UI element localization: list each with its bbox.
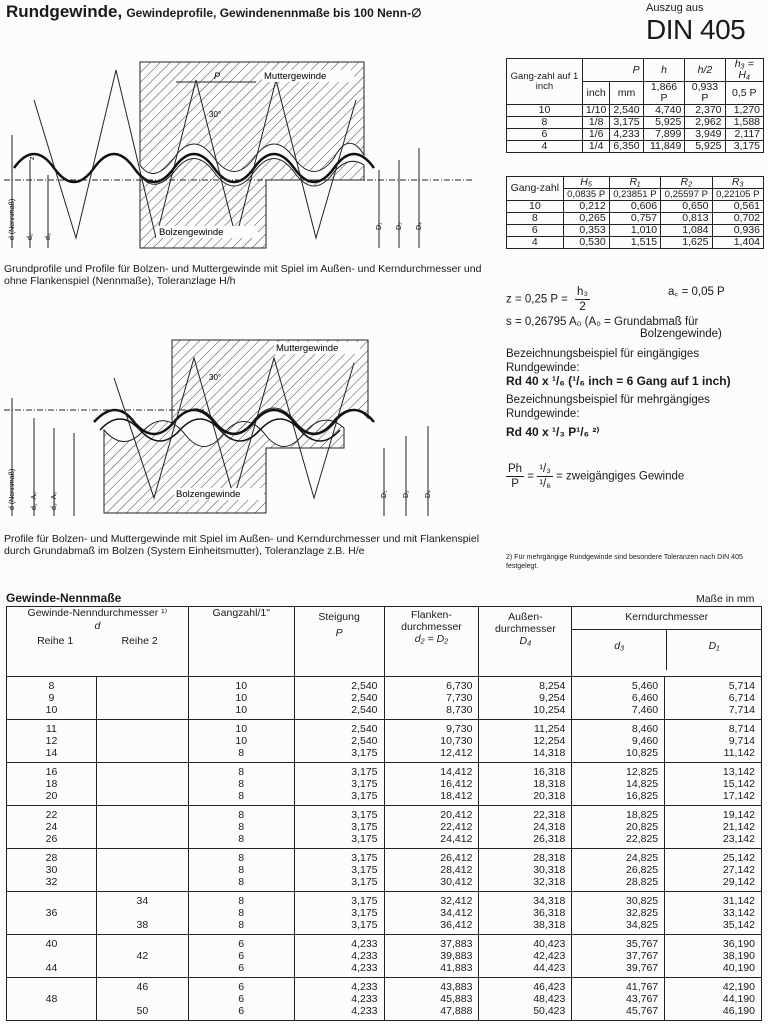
table-row <box>7 919 762 935</box>
table-cell: 20,318 <box>479 790 572 806</box>
core-diameter-header: Kerndurchmesser d₃ D₁ <box>572 607 762 677</box>
table-cell: 24,318 <box>479 821 572 833</box>
nominal-diameter-header: Gewinde-Nenndurchmesser ¹⁾ d Reihe 1 Reihe 2 <box>7 607 189 677</box>
table-row <box>7 1005 762 1021</box>
table-cell: 26 <box>7 833 97 849</box>
table-cell: 12 <box>7 735 97 747</box>
table-cell: 44,423 <box>479 962 572 978</box>
table-cell: 10 <box>7 704 97 720</box>
table-cell <box>96 993 188 1005</box>
example-2-label: Bezeichnungsbeispiel für mehrgängiges Rundgewinde: <box>506 394 710 420</box>
table-cell: 10 <box>188 720 294 736</box>
table-cell: 37,883 <box>384 935 479 951</box>
table-row <box>7 993 762 1005</box>
table-cell: 4,233 <box>294 962 384 978</box>
table-cell: 44 <box>7 962 97 978</box>
table-cell: 4,233 <box>294 993 384 1005</box>
table-row <box>7 876 762 892</box>
table-cell <box>96 735 188 747</box>
table-cell: 38,190 <box>665 950 762 962</box>
table-cell: 28 <box>7 849 97 865</box>
table-cell <box>7 919 97 935</box>
table-row <box>7 790 762 806</box>
table-cell: 16 <box>7 763 97 779</box>
table-cell: 19,142 <box>665 806 762 822</box>
table-cell: 6 <box>188 962 294 978</box>
table-row <box>7 892 762 908</box>
table-cell: 10,254 <box>479 704 572 720</box>
table-cell <box>96 849 188 865</box>
table-cell: 10 <box>188 692 294 704</box>
table-cell: 28,412 <box>384 864 479 876</box>
table-cell: 45,767 <box>572 1005 665 1021</box>
table-cell: 7,460 <box>572 704 665 720</box>
threads-per-inch-header: Gangzahl/1" <box>188 607 294 677</box>
table-cell: 13,142 <box>665 763 762 779</box>
table-cell: 14,412 <box>384 763 479 779</box>
table-cell: 48 <box>7 993 97 1005</box>
table-cell: 38 <box>96 919 188 935</box>
footnote: 2) Für mehrgängige Rundgewinde sind besondere Toleranzen nach DIN 405 festgelegt. <box>506 554 743 570</box>
svg-text:D₂: D₂ <box>403 490 410 498</box>
table-cell: 39,767 <box>572 962 665 978</box>
table-row <box>7 677 762 693</box>
table-cell: 3,175 <box>294 763 384 779</box>
svg-text:D₄: D₄ <box>416 222 423 230</box>
table-cell: 25,142 <box>665 849 762 865</box>
table-cell: 17,142 <box>665 790 762 806</box>
table-cell <box>96 962 188 978</box>
table-cell: 8,254 <box>479 677 572 693</box>
table-cell <box>96 806 188 822</box>
table-cell: 21,142 <box>665 821 762 833</box>
table-cell: 7,714 <box>665 704 762 720</box>
thread-profile-diagram-1 <box>4 60 484 255</box>
table-row: 8 1/8 3,175 5,925 2,962 1,588 <box>507 117 764 129</box>
table-cell <box>96 778 188 790</box>
table-cell <box>7 950 97 962</box>
radii-table: Gang-zahl H₅ R₁ R₂ R₃ 0,0835 P 0,23851 P 0,25597 P 0,22105 P 10 0,212 0,606 0,650 0,561 8 0,265 0,757 0,813 0,702 6 0,353 1,010 1,084 0,936 4 0,530 1,515 1,625 1,404 <box>506 176 764 249</box>
table-cell: 34,412 <box>384 907 479 919</box>
table-cell: 8 <box>188 778 294 790</box>
table-cell: 30,825 <box>572 892 665 908</box>
table-cell: 3,175 <box>294 892 384 908</box>
table-cell: 2,540 <box>294 720 384 736</box>
table-cell: 6 <box>188 978 294 994</box>
table-row <box>7 962 762 978</box>
table-cell: 3,175 <box>294 790 384 806</box>
table-cell: 30,318 <box>479 864 572 876</box>
table-cell: 41,883 <box>384 962 479 978</box>
table-cell: 38,318 <box>479 919 572 935</box>
table-cell: 8 <box>188 864 294 876</box>
table-cell: 46 <box>96 978 188 994</box>
table-row <box>7 704 762 720</box>
table-row: 10 0,212 0,606 0,650 0,561 <box>507 201 764 213</box>
table-cell: 10 <box>188 677 294 693</box>
table-cell: 22,318 <box>479 806 572 822</box>
formula-z: z = 0,25 P = $\frac{\text{h₃}}{2}$ <box>506 286 589 313</box>
table-cell: 10 <box>188 735 294 747</box>
table-cell <box>96 833 188 849</box>
table-cell: 8 <box>188 907 294 919</box>
table-cell: 42 <box>96 950 188 962</box>
table-cell: 16,318 <box>479 763 572 779</box>
title-main: Rundgewinde, <box>6 2 123 21</box>
table-cell: 47,888 <box>384 1005 479 1021</box>
table-cell: 4,233 <box>294 978 384 994</box>
table-cell: 22,412 <box>384 821 479 833</box>
table-cell <box>96 876 188 892</box>
table-cell: 5,460 <box>572 677 665 693</box>
table-cell: 8 <box>188 806 294 822</box>
table-cell <box>96 704 188 720</box>
standard-number: DIN 405 <box>646 14 746 45</box>
table-cell: 3,175 <box>294 919 384 935</box>
table-cell: 27,142 <box>665 864 762 876</box>
table-cell: 18,825 <box>572 806 665 822</box>
table-cell: 4,233 <box>294 935 384 951</box>
table-cell: 28,318 <box>479 849 572 865</box>
table-cell: 8 <box>188 747 294 763</box>
table-cell: 6 <box>188 950 294 962</box>
table-cell: 8 <box>188 849 294 865</box>
diagram-2-caption: Profile für Bolzen- und Muttergewinde mit Spiel im Außen- und Kerndurchmesser und mit Flankenspiel durch Grundabmaß im Bolzen (System Einheitsmutter), Toleranzlage z.B. H/e <box>4 533 480 557</box>
table-cell: 23,142 <box>665 833 762 849</box>
table-cell <box>96 864 188 876</box>
table-cell: 32,318 <box>479 876 572 892</box>
table-row <box>7 747 762 763</box>
table-cell: 14,825 <box>572 778 665 790</box>
table-cell: 36,190 <box>665 935 762 951</box>
table-cell: 3,175 <box>294 778 384 790</box>
formula-ac: a꜀ = 0,05 P <box>668 286 725 298</box>
table-cell: 32,825 <box>572 907 665 919</box>
svg-text:z: z <box>29 156 36 160</box>
formula-ph: $\frac{Ph}{P}$ = ¹/₃ ¹/₆ = zweigängiges Gewinde <box>508 463 685 490</box>
table-cell: 8,714 <box>665 720 762 736</box>
table-cell: 48,423 <box>479 993 572 1005</box>
table-cell: 8 <box>188 790 294 806</box>
table-cell <box>7 892 97 908</box>
table-cell: 4,233 <box>294 1005 384 1021</box>
table-row: 4 0,530 1,515 1,625 1,404 <box>507 237 764 249</box>
table-cell: 11,254 <box>479 720 572 736</box>
table-row <box>7 763 762 779</box>
table-cell: 5,714 <box>665 677 762 693</box>
table-row <box>7 806 762 822</box>
table-cell: 3,175 <box>294 747 384 763</box>
table-cell <box>7 978 97 994</box>
table-cell: 12,825 <box>572 763 665 779</box>
table-cell: 45,883 <box>384 993 479 1005</box>
table-cell: 35,142 <box>665 919 762 935</box>
table-row: 6 1/6 4,233 7,899 3,949 2,117 <box>507 129 764 141</box>
table-cell: 12,254 <box>479 735 572 747</box>
table-row <box>7 778 762 790</box>
svg-text:30°: 30° <box>209 110 222 119</box>
main-table-heading: Gewinde-Nennmaße <box>6 591 122 605</box>
table-cell: 37,767 <box>572 950 665 962</box>
table-cell: 8 <box>188 821 294 833</box>
table-cell: 2,540 <box>294 677 384 693</box>
svg-text:d₃–A₀: d₃–A₀ <box>51 491 58 510</box>
table-cell: 2,540 <box>294 735 384 747</box>
table-cell: 28,825 <box>572 876 665 892</box>
table-row <box>7 720 762 736</box>
table-cell: 3,175 <box>294 821 384 833</box>
table-row <box>7 821 762 833</box>
table-cell: 16,412 <box>384 778 479 790</box>
table-cell: 10 <box>188 704 294 720</box>
table-cell: 22 <box>7 806 97 822</box>
table-cell: 30 <box>7 864 97 876</box>
table-cell: 46,423 <box>479 978 572 994</box>
extract-label: Auszug aus <box>646 2 704 14</box>
table-cell: 2,540 <box>294 704 384 720</box>
table-cell: 34,318 <box>479 892 572 908</box>
table-cell: 26,412 <box>384 849 479 865</box>
table-cell: 9,254 <box>479 692 572 704</box>
table-cell: 9 <box>7 692 97 704</box>
svg-text:D₁: D₁ <box>376 222 383 230</box>
svg-text:d₂: d₂ <box>27 233 34 240</box>
table-cell: 50 <box>96 1005 188 1021</box>
table-cell: 20 <box>7 790 97 806</box>
table-row <box>7 978 762 994</box>
table-cell: 7,730 <box>384 692 479 704</box>
svg-text:D₂: D₂ <box>396 222 403 230</box>
table-cell: 30,412 <box>384 876 479 892</box>
formula-s: s = 0,26795 A₀ (A₀ = Grundabmaß für <box>506 316 699 328</box>
table-cell <box>96 907 188 919</box>
table-cell: 6,714 <box>665 692 762 704</box>
table-cell: 2,540 <box>294 692 384 704</box>
svg-text:D₁: D₁ <box>381 490 388 498</box>
table-cell: 50,423 <box>479 1005 572 1021</box>
table-cell: 20,825 <box>572 821 665 833</box>
table-cell: 9,714 <box>665 735 762 747</box>
table-cell: 43,883 <box>384 978 479 994</box>
table-body <box>7 677 762 1021</box>
bolt-thread-label: Bolzengewinde <box>176 489 241 500</box>
table-cell: 34,825 <box>572 919 665 935</box>
table-cell: 41,767 <box>572 978 665 994</box>
table-cell: 4,233 <box>294 950 384 962</box>
table-row: 6 0,353 1,010 1,084 0,936 <box>507 225 764 237</box>
table-cell: 18 <box>7 778 97 790</box>
table-cell: 10,730 <box>384 735 479 747</box>
table-cell <box>96 692 188 704</box>
table-cell: 35,767 <box>572 935 665 951</box>
table-row <box>7 864 762 876</box>
flank-diameter-header: Flanken-durchmesser d₂ = D₂ <box>384 607 479 677</box>
table-cell: 24 <box>7 821 97 833</box>
table-cell: 31,142 <box>665 892 762 908</box>
nut-thread-label: Muttergewinde <box>276 343 339 354</box>
svg-text:30°: 30° <box>209 373 222 382</box>
table-cell: 3,175 <box>294 876 384 892</box>
table-cell: 8 <box>188 892 294 908</box>
table-cell: 8 <box>188 919 294 935</box>
table-cell: 8,460 <box>572 720 665 736</box>
svg-text:d₃: d₃ <box>45 233 52 240</box>
table-row: 4 1/4 6,350 11,849 5,925 3,175 <box>507 141 764 153</box>
table-cell: 3,175 <box>294 833 384 849</box>
thread-profile-diagram-2 <box>4 338 484 520</box>
table-row <box>7 950 762 962</box>
table-cell <box>96 747 188 763</box>
table-cell: 6 <box>188 1005 294 1021</box>
thread-dimensions-table <box>6 606 762 1021</box>
table-cell: 16,825 <box>572 790 665 806</box>
table-cell: 8 <box>188 876 294 892</box>
document-title <box>6 2 422 22</box>
example-1: Rd 40 x ¹/₆ (¹/₆ inch = 6 Gang auf 1 inch) <box>506 374 731 388</box>
diagram-1-caption: Grundprofile und Profile für Bolzen- und Muttergewinde mit Spiel im Außen- und Kerndurchmesser und ohne Flankenspiel (Nennmaße), Toleranzlage H/h <box>4 263 482 287</box>
table-cell: 33,142 <box>665 907 762 919</box>
table-cell: 24,412 <box>384 833 479 849</box>
example-2: Rd 40 x ¹/₃ P¹/₆ ²⁾ <box>506 425 600 439</box>
table-cell: 3,175 <box>294 907 384 919</box>
table-cell: 40,423 <box>479 935 572 951</box>
table-cell: 12,412 <box>384 747 479 763</box>
table-cell: 22,825 <box>572 833 665 849</box>
title-sub: Gewindeprofile, Gewindenennmaße bis 100 Nenn-∅ <box>126 6 422 20</box>
table-cell: 32 <box>7 876 97 892</box>
table-row: 10 1/10 2,540 4,740 2,370 1,270 <box>507 105 764 117</box>
table-cell: 26,318 <box>479 833 572 849</box>
table-cell: 24,825 <box>572 849 665 865</box>
table-cell: 36 <box>7 907 97 919</box>
outer-diameter-header: Außen-durchmesser D₄ <box>479 607 572 677</box>
table-cell <box>96 935 188 951</box>
table-cell: 18,412 <box>384 790 479 806</box>
table-row <box>7 692 762 704</box>
table-cell: 39,883 <box>384 950 479 962</box>
table-cell <box>96 720 188 736</box>
table-cell: 8 <box>7 677 97 693</box>
table-row <box>7 849 762 865</box>
table-row <box>7 907 762 919</box>
svg-text:d₂–A₀: d₂–A₀ <box>31 491 38 510</box>
units-label: Maße in mm <box>696 593 755 605</box>
table-cell: 6 <box>188 993 294 1005</box>
table-cell: 3,175 <box>294 806 384 822</box>
table-cell: 3,175 <box>294 864 384 876</box>
table-row <box>7 735 762 747</box>
svg-text:d (Nennmaß): d (Nennmaß) <box>9 198 16 240</box>
svg-text:d (Nennmaß): d (Nennmaß) <box>9 468 16 510</box>
table-cell: 26,825 <box>572 864 665 876</box>
table-cell: 20,412 <box>384 806 479 822</box>
table-cell: 6,730 <box>384 677 479 693</box>
nut-thread-label: Muttergewinde <box>264 71 327 82</box>
pitch-label: P <box>214 71 221 81</box>
table-cell: 10,825 <box>572 747 665 763</box>
table-cell: 40,190 <box>665 962 762 978</box>
table-cell: 3,175 <box>294 849 384 865</box>
pitch-table: Gang-zahl auf 1 inch P h h/2 h₃ = H₄ inch mm 1,866 P 0,933 P 0,5 P 10 1/10 2,540 4,740 2,370 1,270 8 1/8 3,175 5,925 2,962 1,588 6 1/6 4,233 7,899 3,949 2,117 4 1/4 6,350 11,849 5,925 3,175 <box>506 58 764 153</box>
table-cell: 14 <box>7 747 97 763</box>
table-cell: 42,190 <box>665 978 762 994</box>
table-cell: 44,190 <box>665 993 762 1005</box>
table-cell: 29,142 <box>665 876 762 892</box>
table-row <box>7 935 762 951</box>
table-cell: 40 <box>7 935 97 951</box>
table-cell: 36,318 <box>479 907 572 919</box>
table-cell: 46,190 <box>665 1005 762 1021</box>
table-cell: 18,318 <box>479 778 572 790</box>
table-cell <box>96 763 188 779</box>
example-1-label: Bezeichnungsbeispiel für eingängiges Rundgewinde: <box>506 348 700 374</box>
table-cell: 9,730 <box>384 720 479 736</box>
table-cell: 6,460 <box>572 692 665 704</box>
svg-text:D₄: D₄ <box>425 490 432 498</box>
table-cell: 36,412 <box>384 919 479 935</box>
table-cell: 32,412 <box>384 892 479 908</box>
table-cell: 9,460 <box>572 735 665 747</box>
table-row <box>7 833 762 849</box>
table-row: 8 0,265 0,757 0,813 0,702 <box>507 213 764 225</box>
table-cell <box>7 1005 97 1021</box>
table-cell: 15,142 <box>665 778 762 790</box>
table-cell: 8,730 <box>384 704 479 720</box>
table-cell: 6 <box>188 935 294 951</box>
table-cell <box>96 821 188 833</box>
pitch-header: Steigung P <box>294 607 384 677</box>
table-cell: 43,767 <box>572 993 665 1005</box>
table-cell: 8 <box>188 833 294 849</box>
table-cell: 11,142 <box>665 747 762 763</box>
formula-s2: Bolzengewinde) <box>640 328 722 340</box>
table-cell: 11 <box>7 720 97 736</box>
table-cell: 8 <box>188 763 294 779</box>
bolt-thread-label: Bolzengewinde <box>159 227 224 238</box>
table-cell: 42,423 <box>479 950 572 962</box>
table-cell: 34 <box>96 892 188 908</box>
table-cell <box>96 677 188 693</box>
table-cell: 14,318 <box>479 747 572 763</box>
table-cell <box>96 790 188 806</box>
